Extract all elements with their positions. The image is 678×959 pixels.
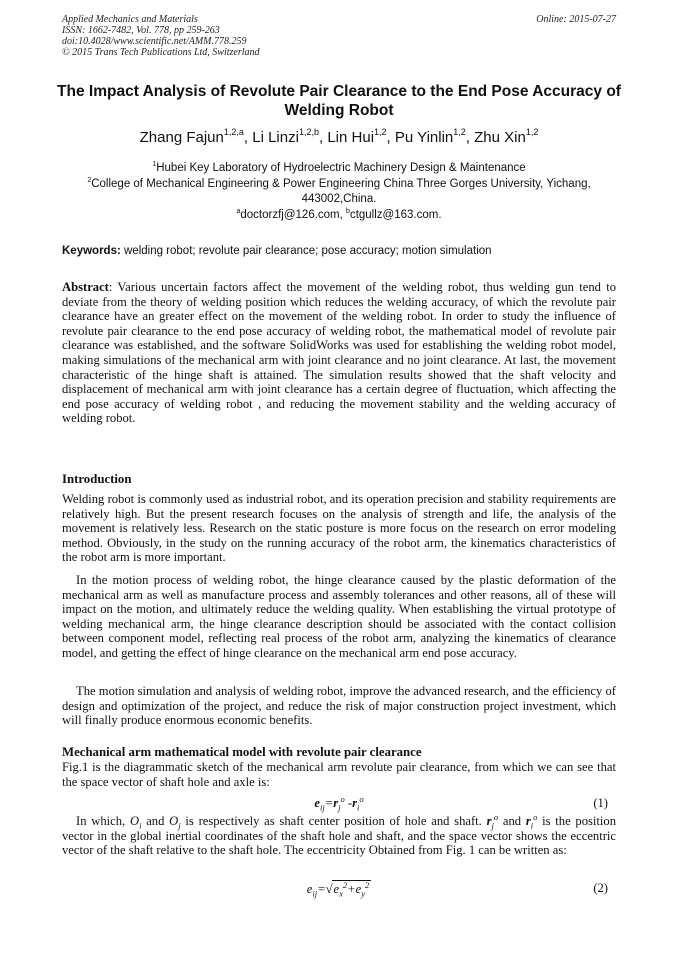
journal-name: Applied Mechanics and Materials bbox=[62, 14, 198, 25]
model-paragraph-2: In which, $O_i$ and $O_j$ is respectively as shaft center position of hole and shaft. $r_j^o$ and $r_i^o$ is the position vector in the global inertial coordinates of the shaft hole and shaft, and the space vector shows the eccentric vector of the shaft relative to the shaft hole. The eccentricity Obtained from Fig. 1 can be written as: bbox=[62, 811, 616, 858]
author-sup: 1,2 bbox=[525, 127, 539, 137]
model-section-heading: Mechanical arm mathematical model with revolute pair clearance bbox=[62, 745, 422, 759]
email-line: $^a$doctorzfj@126.com, $^b$ctgullz@163.com. bbox=[236, 208, 442, 221]
equation-2-expression: $e_{ij}=√e_x^2+e_y^2$ bbox=[306, 879, 370, 899]
online-date: Online: 2015-07-27 bbox=[536, 14, 616, 25]
intro-paragraph-2: In the motion process of welding robot, the hinge clearance caused by the plastic deformation of the mechanical arm as well as manufacture process and assembly tolerances and other reasons, all of these will impact on the motion, and ultimately reduce the welding quality. When establishing the virtual prototype of welding mechanical arm, the hinge clearance description should be associated with the contact collision between component model, reflecting real process of the robot arm, analyzing the kinematics of clearance model, and getting the effect of hinge clearance on the mechanical arm end pose accuracy. bbox=[62, 573, 616, 660]
author-name: Pu Yinlin bbox=[394, 129, 454, 146]
copyright-line: © 2015 Trans Tech Publications Ltd, Switzerland bbox=[62, 47, 260, 58]
model-paragraph-1: Fig.1 is the diagrammatic sketch of the mechanical arm revolute pair clearance, from which we can see that the space vector of shaft hole and axle is: bbox=[62, 760, 616, 789]
doi-line[interactable]: doi:10.4028/www.scientific.net/AMM.778.259 bbox=[62, 36, 247, 47]
paper-title: The Impact Analysis of Revolute Pair Clearance to the End Pose Accuracy of Welding Robot bbox=[57, 83, 621, 119]
affiliation-1: $^1$Hubei Key Laboratory of Hydroelectric Machinery Design & Maintenance bbox=[152, 161, 526, 174]
email-a[interactable]: doctorzfj@126.com bbox=[240, 209, 340, 221]
abstract bbox=[62, 280, 616, 426]
author-sup: 1,2,b bbox=[298, 127, 319, 137]
issn-line: ISSN: 1662-7482, Vol. 778, pp 259-263 bbox=[62, 25, 220, 36]
abstract-text: : Various uncertain factors affect the movement of the welding robot, thus welding gun tend to deviate from the theory of welding position which reduces the welding accuracy, of which the revolute pair clearance have an greater effect on the movement of the welding robot. In order to study the influence of revolute pair clearance to the end pose accuracy of welding robot, the mathematical model of revolute pair clearance was established, and the software SolidWorks was used for establishing the welding robot model, making simulations of the mechanical arm with joint clearance and no joint clearance. At last, the movement characteristic of the hinge shaft is attained. The simulation results showed that the shaft velocity and displacement of mechanical arm with joint clearance has a certain degree of fluctuation, which affecting the end pose accuracy of welding robot , and reducing the movement stability and the welding accuracy of welding robot. bbox=[62, 280, 616, 426]
equation-2-number: (2) bbox=[593, 881, 608, 895]
author-sup: 1,2,a bbox=[223, 127, 244, 137]
equation-1-number: (1) bbox=[593, 796, 608, 810]
author-sup: 1,2 bbox=[453, 127, 466, 137]
affiliation-2: $^2$College of Mechanical Engineering & Power Engineering China Three Gorges University, Yichang, 443002,China. bbox=[87, 177, 591, 205]
author-name: Zhang Fajun bbox=[139, 129, 224, 146]
journal-header bbox=[62, 14, 616, 58]
introduction-heading: Introduction bbox=[62, 472, 132, 486]
equation-1-expression: $e_{ij}=r_j^o$ $-r_i^o$ bbox=[314, 793, 364, 813]
author-list: Zhang Fajun$^{1,2,a}$, Li Linzi$^{1,2,b}$, Lin Hui$^{1,2}$, Pu Yinlin$^{1,2}$, Zhu Xin$^{1,2}$ bbox=[139, 127, 539, 146]
abstract-label: Abstract bbox=[62, 280, 109, 294]
intro-paragraph-3: The motion simulation and analysis of welding robot, improve the advanced research, and the efficiency of design and optimization of the project, and reduce the risk of major construction project investment, which will finally produce enormous economic benefits. bbox=[62, 684, 616, 728]
author-name: Lin Hui bbox=[327, 129, 375, 146]
author-sup: 1,2 bbox=[374, 127, 387, 137]
email-b[interactable]: ctgullz@163.com. bbox=[349, 209, 442, 221]
keywords-text: welding robot; revolute pair clearance; pose accuracy; motion simulation bbox=[120, 245, 492, 257]
intro-paragraph-1: Welding robot is commonly used as industrial robot, and its operation precision and stability requirements are relatively high. But the present research focuses on the analysis of strength and life, the analysis of the movement is relatively less. Research on the static posture is more focus on the research on error modeling method. Obviously, in the study on the running accuracy of the robot arm, the kinematics characteristics of the robot arm is more important. bbox=[62, 492, 616, 565]
keywords bbox=[62, 244, 616, 259]
author-name: Li Linzi bbox=[252, 129, 299, 146]
keywords-label: Keywords: bbox=[62, 245, 121, 257]
author-name: Zhu Xin bbox=[474, 129, 526, 146]
